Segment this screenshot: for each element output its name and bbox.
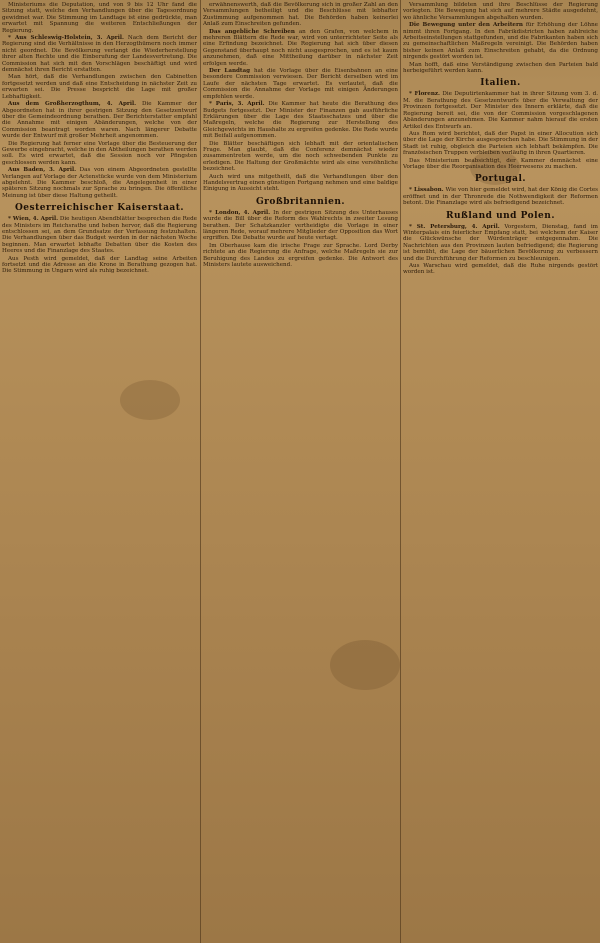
article-dateline: Der Landtag (209, 68, 251, 75)
column-rule (400, 0, 401, 943)
article-paragraph (403, 91, 598, 129)
article-text: Das Ministerium beabsichtigt, der Kammer demnächst eine Vorlage über die Reorganisation des Heerwesens zu machen. (403, 157, 598, 170)
article-text: Ministeriums die Deputation, und von 9 bis 12 Uhr fand die Sitzung statt, welche den Verhandlungen über die Tagesordnung gewidmet war. Die Stimmung im Landtage ist eine gedrückte, man erwartet mit Spannung die weiteren Entschließungen der Regierung. (2, 2, 197, 34)
article-text: Man hofft, daß eine Verständigung zwischen den Parteien bald herbeigeführt werden kann. (403, 61, 598, 75)
article-paragraph (2, 141, 197, 167)
article-text: Aus Warschau wird gemeldet, daß die Ruhe nirgends gestört worden ist. (403, 263, 598, 276)
section-heading: Rußland und Polen. (446, 210, 555, 221)
article-paragraph (2, 101, 197, 139)
article-text: an den Grafen, von welchem in mehreren Blättern die Rede war, wird von unterrichteter Seite als eine Erfindung bezeichnet. Die Regierung hat sich über diesen Gegenstand überhaupt noch nicht ausgesprochen, und es ist kaum anzunehmen, daß eine Mittheilung darüber in nächster Zeit erfolgen werde. (203, 28, 398, 67)
article-text: Auch wird uns mitgetheilt, daß die Verhandlungen über den Handelsvertrag einen günstigen Fortgang nehmen und eine baldige Einigung in Aussicht steht. (203, 173, 398, 193)
article-text: Versammlung bildeten und ihre Beschlüsse der Regierung vorlegten. Die Bewegung hat sich auf mehrere Städte ausgedehnt, wo ähnliche Versammlungen abgehalten wurden. (403, 2, 598, 21)
article-paragraph (403, 131, 598, 157)
article-dateline: * Paris, 3. April. (209, 101, 265, 108)
article-text: Die Deputirtenkammer hat in ihrer Sitzung vom 3. d. M. die Berathung des Gesetzentwurfs über die Verwaltung der Provinzen fortgesetzt. Der Minister des Innern erklärte, daß die Regierung bereit sei, die von der Commission vorgeschlagenen Abänderungen anzunehmen. Die Kammer nahm hierauf die ersten Artikel des Entwurfs an. (403, 91, 598, 130)
article-text: Aus Rom wird berichtet, daß der Papst in einer Allocution sich über die Lage der Kirche ausgesprochen habe. Die Stimmung in der Stadt ist ruhig, obgleich die Parteien sich lebhaft bekämpfen. Die französischen Truppen verbleiben vorläufig in ihren Quartieren. (403, 130, 598, 157)
column-2 (203, 2, 398, 943)
article-paragraph (403, 224, 598, 262)
article-dateline: * Wien, 4. April. (8, 216, 59, 223)
article-paragraph (403, 158, 598, 171)
article-dateline: * St. Petersburg, 4. April. (409, 223, 500, 230)
article-text: Die Kammer hat heute die Berathung des Budgets fortgesetzt. Der Minister der Finanzen gab ausführliche Erklärungen über die Lage des Staatsschatzes und über die Maßregeln, welche die Regierung zur Herstellung des Gleichgewichts im Haushalte zu ergreifen gedenke. Die Rede wurde mit Beifall aufgenommen. (203, 101, 398, 140)
article-text: Die Blätter beschäftigen sich lebhaft mit der orientalischen Frage. Man glaubt, daß die Conferenz demnächst wieder zusammentreten werde, um die noch schwebenden Punkte zu erledigen. Die Haltung der Großmächte wird als eine versöhnliche bezeichnet. (203, 140, 398, 173)
section-heading: Italien. (480, 78, 521, 89)
article-text: Wie von hier gemeldet wird, hat der König die Cortes eröffnet und in der Thronrede die Nothwendigkeit der Reformen betont. Die Finanzlage wird als befriedigend bezeichnet. (403, 187, 598, 207)
article-dateline: * Aus Schleswig-Holstein, 3. April. (8, 35, 124, 42)
article-paragraph (203, 210, 398, 242)
article-text: Aus Pesth wird gemeldet, daß der Landtag seine Arbeiten fortsetzt und die Adresse an die Krone in Berathung gezogen hat. Die Stimmung in Ungarn wird als ruhig bezeichnet. (2, 255, 197, 275)
article-paragraph (203, 29, 398, 67)
article-text: hat die Vorlage über die Eisenbahnen an eine besondere Commission verwiesen. Der Bericht derselben wird im Laufe der nächsten Tage erwartet. Es verlautet, daß die Commission die Annahme der Vorlage mit einigen Änderungen empfehlen werde. (203, 68, 398, 100)
article-paragraph (203, 68, 398, 100)
article-paragraph (2, 256, 197, 275)
article-paragraph (2, 2, 197, 34)
section-heading: Oesterreichischer Kaiserstaat. (14, 203, 185, 214)
section-heading: Portugal. (474, 174, 527, 185)
article-paragraph (203, 2, 398, 28)
article-text: In der gestrigen Sitzung des Unterhauses wurde die Bill über die Reform des Wahlrechts in zweiter Lesung berathen. Der Schatzkanzler vertheidigte die Vorlage in einer längeren Rede, worauf mehrere Mitglieder der Opposition das Wort ergriffen. Die Debatte wurde auf heute vertagt. (203, 209, 398, 242)
column-3 (403, 2, 598, 943)
article-dateline: Aus dem Großherzogthum, 4. April. (8, 101, 137, 108)
article-paragraph (2, 216, 197, 254)
article-dateline: * Florenz. (409, 91, 441, 98)
article-text: Man hört, daß die Verhandlungen zwischen den Cabinetten fortgesetzt werden und daß eine Entscheidung in nächster Zeit zu erwarten sei. Die Presse bespricht die Lage mit großer Lebhaftigkeit. (2, 74, 197, 100)
article-paragraph (203, 141, 398, 173)
article-paragraph (2, 167, 197, 199)
article-text: Die heutigen Abendblätter besprechen die Rede des Ministers im Reichsrathe und heben hervor, daß die Regierung entschlossen sei, an dem Grundsatze der Verfassung festzuhalten. Die Verhandlungen über das Budget werden in der nächsten Woche beginnen. Man erwartet lebhafte Debatten über die Kosten des Heeres und die Finanzlage des Staates. (2, 216, 197, 255)
article-text: erwähnenswerth, daß die Bevölkerung sich in großer Zahl an den Versammlungen betheiligt und die Beschlüsse mit lebhafter Zustimmung aufgenommen hat. Die Behörden haben keinerlei Anlaß zum Einschreiten gefunden. (203, 2, 398, 28)
column-rule (200, 0, 201, 943)
article-dateline: * Lissabon. (409, 187, 444, 194)
article-text: für Erhöhung der Löhne nimmt ihren Fortgang. In den Fabrikdistricten haben zahlreiche Arbeitseinstellungen stattgefunden, und die Fabrikanten haben sich zu gemeinschaftlichen Maßregeln vereinigt. Die Behörden haben bisher keinen Anlaß zum Einschreiten gehabt, da die Ordnung nirgends gestört worden ist. (403, 22, 598, 61)
article-dateline: Die Bewegung unter den Arbeitern (409, 22, 523, 29)
article-text: Vorgestern, Dienstag, fand im Winterpalais ein feierlicher Empfang statt, bei welchem der Kaiser die Glückwünsche der Würdenträger entgegennahm. Die Nachrichten aus den Provinzen lauten befriedigend; die Regierung ist bemüht, die Lage der bäuerlichen Bevölkerung zu verbessern und die Durchführung der Reformen zu beschleunigen. (403, 223, 598, 262)
article-paragraph (403, 187, 598, 206)
article-text: Die Regierung hat ferner eine Vorlage über die Besteuerung der Gewerbe eingebracht, welche in den Abtheilungen berathen werden soll. Es wird erwartet, daß die Session noch vor Pfingsten geschlossen werden kann. (2, 140, 197, 166)
article-paragraph (203, 243, 398, 269)
article-paragraph (403, 263, 598, 276)
article-paragraph (403, 62, 598, 75)
article-paragraph (2, 35, 197, 73)
article-dateline: * London, 4. April. (209, 209, 271, 216)
section-heading: Großbritannien. (255, 196, 346, 207)
article-text: Die Kammer der Abgeordneten hat in ihrer gestrigen Sitzung den Gesetzentwurf über die Gemeindeordnung berathen. Der Berichterstatter empfahl die Annahme mit einigen Abänderungen, welche von der Commission beantragt worden waren. Nach längerer Debatte wurde der Entwurf mit großer Mehrheit angenommen. (2, 101, 197, 140)
article-paragraph (403, 22, 598, 60)
article-paragraph (203, 101, 398, 139)
column-1 (2, 2, 197, 943)
article-paragraph (203, 174, 398, 193)
article-paragraph (2, 74, 197, 100)
article-dateline: Das angebliche Schreiben (209, 28, 295, 35)
article-dateline: Aus Baden, 3. April. (8, 167, 77, 174)
article-text: Das von einem Abgeordneten gestellte Verlangen auf Vorlage der Actenstücke wurde von dem Ministerium abgelehnt. Die Kammer beschloß, die Angelegenheit in einer späteren Sitzung nochmals zur Sprache zu bringen. Die öffentliche Meinung ist über diese Haltung getheilt. (2, 167, 197, 199)
article-paragraph (403, 2, 598, 21)
article-text: Im Oberhause kam die irische Frage zur Sprache. Lord Derby richtete an die Regierung die Anfrage, welche Maßregeln sie zur Beruhigung des Landes zu ergreifen gedenke. Die Antwort des Ministers lautete ausweichend. (203, 242, 398, 269)
article-text: Nach dem Bericht der Regierung sind die Verhältnisse in den Herzogthümern noch immer nicht geordnet. Die Bevölkerung verlangt die Wiederherstellung ihrer alten Rechte und die Einberufung der Landesvertretung. Die Commission hat sich mit den Vorschlägen beschäftigt und wird demnächst ihren Bericht erstatten. (2, 35, 197, 74)
